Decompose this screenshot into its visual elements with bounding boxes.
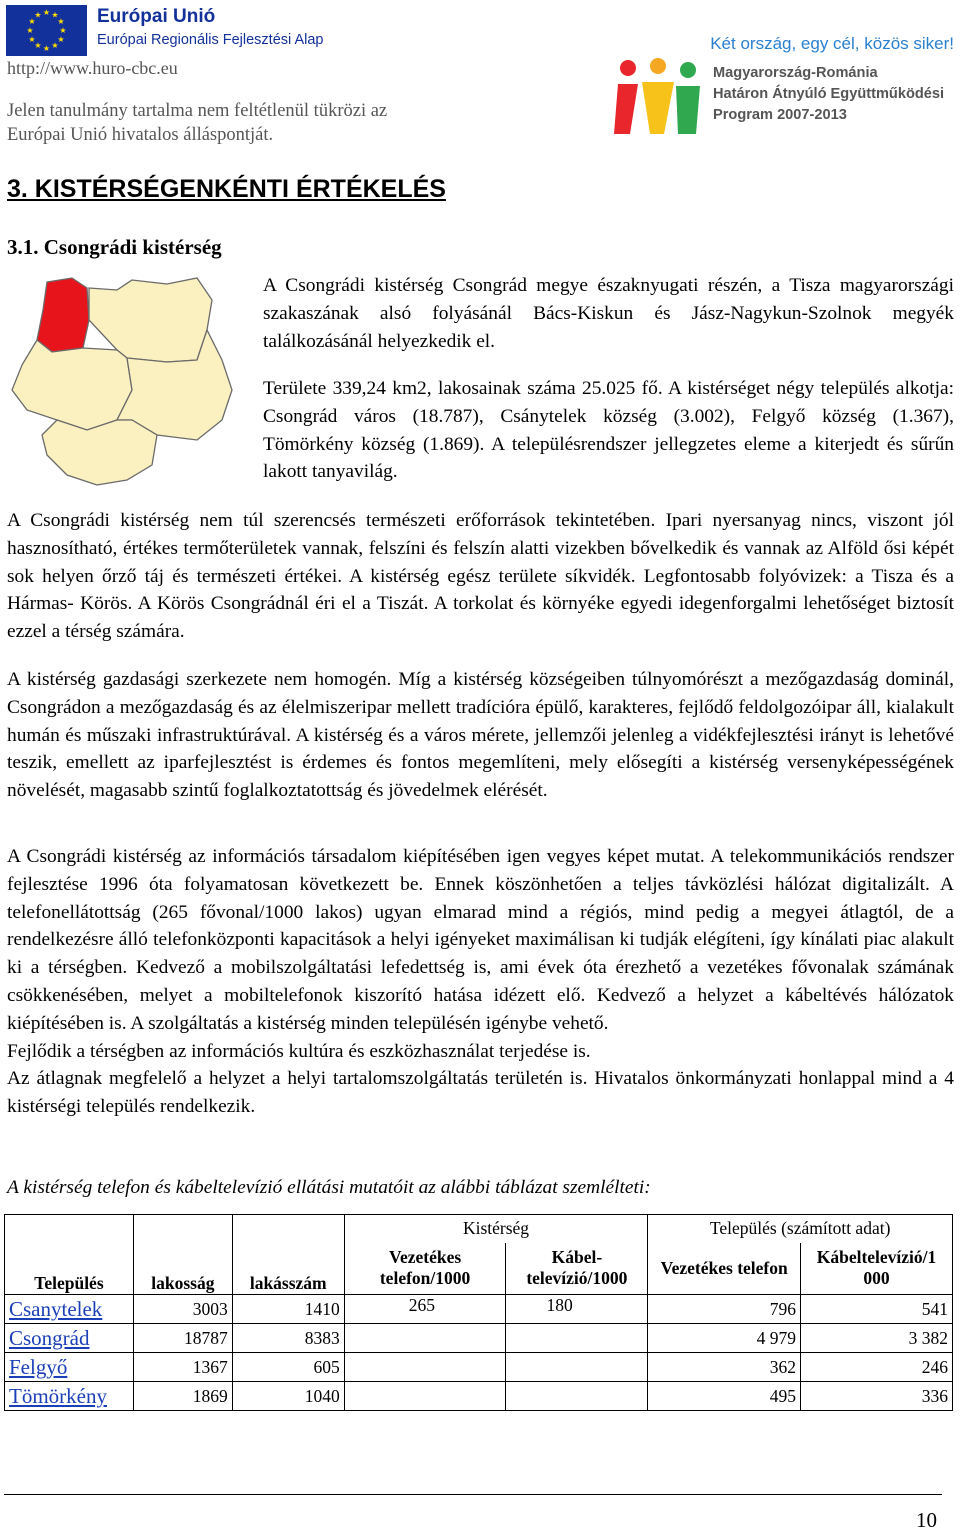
cell-telefon-1000: 265 (344, 1295, 506, 1324)
settlement-link-felgyo[interactable]: Felgyő (9, 1354, 68, 1379)
cell-telefon-szam: 4 979 (648, 1324, 801, 1353)
cell-telefon-1000 (344, 1324, 506, 1353)
svg-text:★: ★ (59, 26, 67, 35)
cell-kabel-1000: 180 (506, 1295, 648, 1324)
program-slogan: Két ország, egy cél, közös siker! (710, 34, 954, 53)
disclaimer (7, 99, 387, 147)
eu-flag-logo (6, 5, 87, 56)
svg-text:★: ★ (51, 10, 59, 20)
cell-lakossag: 1367 (133, 1353, 232, 1382)
telecom-table (4, 1214, 953, 1411)
svg-text:★: ★ (26, 26, 34, 35)
settlement-link-csongrad[interactable]: Csongrád (9, 1325, 90, 1350)
cell-telefon-szam: 796 (648, 1295, 801, 1324)
table-row (5, 1382, 953, 1411)
economy-paragraph: A kistérség gazdasági szerkezete nem homogén. Míg a kistérség községeiben túlnyomórészt a mezőgazdaság dominál, Csongrádon a mezőgazdaság és az élelmiszeripar mellett tradícióra épülő, karakteres, fejlődő feldolgozóipar áll, kialakult humán és műszaki infrastruktúrával. A kistérség és a város mérete, jellemzői jelenleg a vidékfejlesztési irányt is lehetővé teszik, emellett az iparfejlesztést is érdemes és fontos megemlíteni, mely elősegíti a kistérség versenyképességének növelését, magasabb szintű foglalkoztatottság és jövedelmek elérését. (7, 669, 954, 802)
program-figures-logo (612, 56, 704, 136)
cell-telefon-1000 (344, 1353, 506, 1382)
col-header-telepules: Település (5, 1243, 134, 1295)
svg-text:★: ★ (34, 10, 42, 20)
svg-text:★: ★ (34, 41, 42, 50)
natural-resources-paragraph: A Csongrádi kistérség nem túl szerencsés természeti erőforrások tekintetében. Ipari nyersanyag nincs, viszont jól hasznosítható, értékes termőterületek vannak, felszíni és felszín alatti vizekben bővelkedik és vannak az Alföld ősi képét sok helyen őrző táj és természeti értékei. A kistérség egész területe síkvidék. Legfontosabb folyóvizek: a Tisza és a Hármas- Körös. A Körös Csongrádnál éri el a Tiszát. A torkolat és környéke egyedi idegenforgalmi lehetőséget biztosít ezzel a térség számára. (7, 510, 954, 643)
telecom-text: A Csongrádi kistérség az információs társadalom kiépítésében igen vegyes képet mutat. A telekommunikációs rendszer fejlesztése 1996 óta folyamatosan következett be. Ennek köszönhetően a teljes távközlési hálózat digitalizált. A telefonellátottság (265 fővonal/1000 lakos) ugyan elmarad mind a régiós, mind pedig a megyei átlagtól, de a rendelkezésre álló telefonközponti kapacitások a helyi igényeket maximálisan ki tudják elégíteni, így kínálati piac alakult ki a térségben. Kedvező a mobilszolgáltatási lefedettség is, ami évek óta érezhető a vezetékes fővonalak számának csökkenésében, melyet a mobiltelefonok kiszorító hatása idézett elő. Kedvező a helyzet a kábeltévés hálózatok kiépítésében is. A szolgáltatás a kistérség minden településén igénybe vehető. (7, 846, 954, 1034)
section-heading: 3. KISTÉRSÉGENKÉNTI ÉRTÉKELÉS (7, 175, 446, 203)
content-service-text: Az átlagnak megfelelő a helyzet a helyi tartalomszolgáltatás területén is. Hivatalos önkormányzati honlappal mind a 4 kistérségi település rendelkezik. (7, 1068, 954, 1118)
cell-telefon-1000 (344, 1382, 506, 1411)
col-header-lakasszam: lakásszám (232, 1243, 344, 1295)
cell-kabel-1000 (506, 1353, 648, 1382)
information-society-paragraph (7, 843, 954, 1121)
cell-kabel-1000 (506, 1382, 648, 1411)
disclaimer-line-2: Európai Unió hivatalos álláspontját. (7, 125, 274, 145)
cell-telefon-szam: 362 (648, 1353, 801, 1382)
area-population-paragraph: Területe 339,24 km2, lakosainak száma 25.025 fő. A kistérséget négy település alkotja: Csongrád város (18.787), Csánytelek község (3.002), Felgyő község (1.367), Tömörkény község (1.869). A településrendszer jellegzetes eleme a kiterjedt és sűrűn lakott tanyavilág. (263, 378, 954, 483)
subregion-map (7, 270, 237, 495)
subsection-heading: 3.1. Csongrádi kistérség (7, 235, 222, 259)
program-name (713, 63, 944, 126)
program-line-1: Magyarország-Románia (713, 65, 878, 81)
cell-lakasszam: 605 (232, 1353, 344, 1382)
cell-kabel-szam: 246 (801, 1353, 953, 1382)
cell-lakasszam: 1040 (232, 1382, 344, 1411)
table-row (5, 1353, 953, 1382)
cell-kabel-szam: 541 (801, 1295, 953, 1324)
svg-text:★: ★ (42, 8, 51, 17)
col-header-lakossag: lakosság (133, 1243, 232, 1295)
svg-text:★: ★ (51, 41, 59, 50)
table-caption: A kistérség telefon és kábeltelevízió ellátási mutatóit az alábbi táblázat szemlélteti: (7, 1177, 651, 1198)
culture-text: Fejlődik a térségben az információs kultúra és eszközhasználat terjedése is. (7, 1040, 591, 1062)
cell-lakossag: 18787 (133, 1324, 232, 1353)
cell-kabel-1000 (506, 1324, 648, 1353)
settlement-link-tomorkeny[interactable]: Tömörkény (9, 1383, 107, 1408)
col-header-kabeltelevizio-1000: Kábel-televízió/1000 (506, 1243, 648, 1295)
svg-text:★: ★ (28, 17, 36, 26)
col-header-kabeltelevizio: Kábeltelevízió/1 000 (801, 1243, 953, 1295)
svg-text:★: ★ (42, 44, 51, 53)
cell-lakossag: 3003 (133, 1295, 232, 1324)
table-row (5, 1295, 953, 1324)
disclaimer-line-1: Jelen tanulmány tartalma nem feltétlenül tükrözi az (7, 101, 388, 121)
col-header-vezetekes-telefon: Vezetékes telefon (648, 1243, 801, 1295)
svg-text:★: ★ (28, 35, 36, 44)
page-number: 10 (916, 1508, 937, 1532)
group-header-telepules: Település (számított adat) (648, 1215, 953, 1243)
col-header-vezetekes-telefon-1000: Vezetékes telefon/1000 (344, 1243, 506, 1295)
intro-paragraph: A Csongrádi kistérség Csongrád megye északnyugati részén, a Tisza magyarországi szakaszának alsó folyásánál Bács-Kiskun és Jász-Nagykun-Szolnok megyék találkozásánál helyezkedik el. (263, 275, 954, 352)
header-url[interactable]: http://www.huro-cbc.eu (7, 58, 178, 78)
settlement-link-csanytelek[interactable]: Csanytelek (9, 1296, 103, 1321)
svg-text:★: ★ (57, 17, 65, 26)
cell-lakasszam: 1410 (232, 1295, 344, 1324)
svg-text:★: ★ (57, 35, 65, 44)
eu-title: Európai Unió (97, 6, 216, 27)
cell-kabel-szam: 3 382 (801, 1324, 953, 1353)
cell-lakasszam: 8383 (232, 1324, 344, 1353)
footer-divider (4, 1494, 942, 1495)
group-header-kisterseg: Kistérség (344, 1215, 648, 1243)
table-row (5, 1324, 953, 1353)
program-line-3: Program 2007-2013 (713, 107, 847, 123)
cell-kabel-szam: 336 (801, 1382, 953, 1411)
program-line-2: Határon Átnyúló Együttműködési (713, 86, 945, 102)
cell-lakossag: 1869 (133, 1382, 232, 1411)
cell-telefon-szam: 495 (648, 1382, 801, 1411)
eu-subtitle: Európai Regionális Fejlesztési Alap (97, 32, 324, 48)
